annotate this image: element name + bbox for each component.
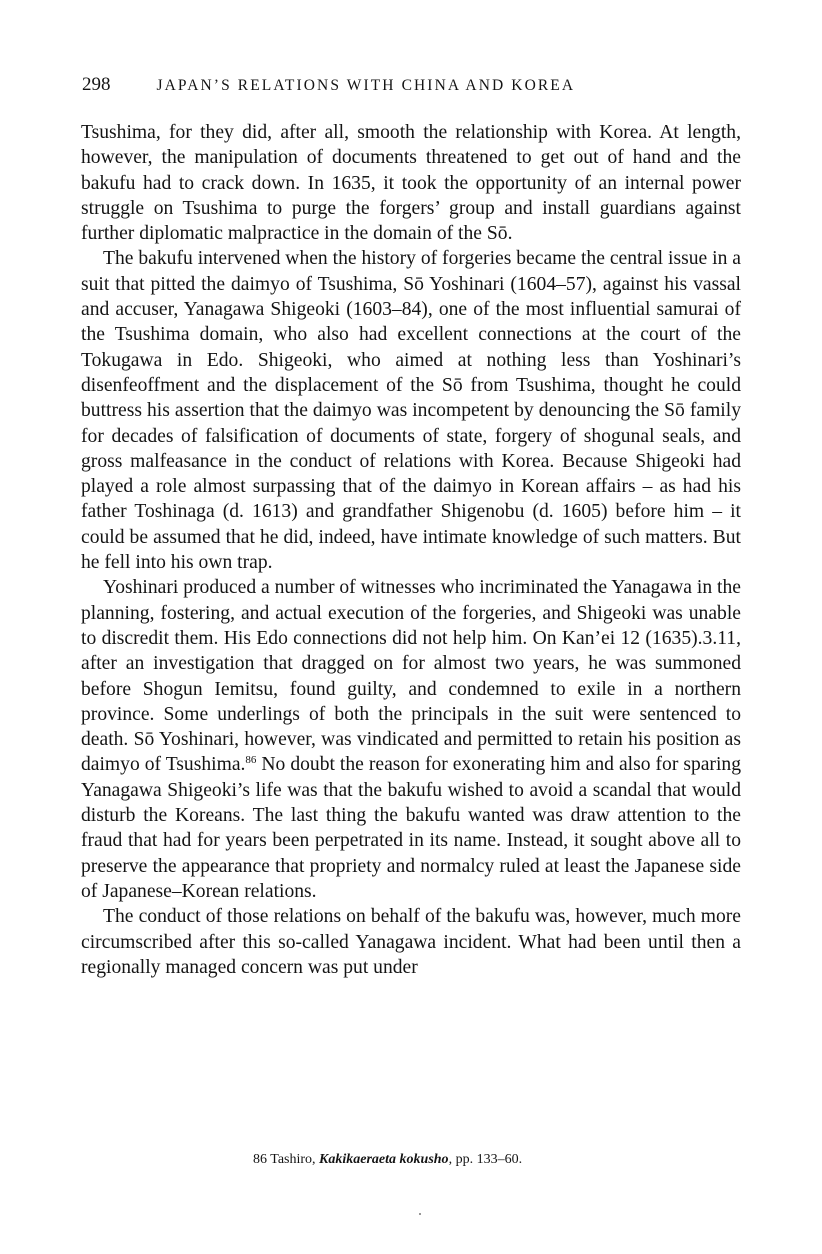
paragraph-3 <box>81 575 741 904</box>
paragraph-2: The bakufu intervened when the history of forgeries became the central issue in a suit that pitted the daimyo of Tsushima, Sō Yoshinari (1604–57), against his vassal and accuser, Yanagawa Shigeoki (1603–84), one of the most influential samurai of the Tsushima domain, who also had excellent connections at the court of the Tokugawa in Edo. Shigeoki, who aimed at nothing less than Yoshinari’s disenfeoffment and the displacement of the Sō from Tsushima, thought he could buttress his assertion that the daimyo was incompetent by denouncing the Sō family for decades of falsification of documents of state, forgery of shogunal seals, and gross malfeasance in the conduct of relations with Korea. Because Shigeoki had played a role almost surpassing that of the daimyo in Korean affairs – as had his father Toshinaga (d. 1613) and grandfather Shigenobu (d. 1605) before him – it could be assumed that he did, indeed, have intimate knowledge of such matters. But he fell into his own trap. <box>81 248 741 574</box>
footnote-reference: 86 <box>245 754 257 767</box>
footnote-number: 86 <box>253 1152 267 1167</box>
footnote-text-after: , pp. 133–60. <box>448 1152 523 1167</box>
paragraph-1: Tsushima, for they did, after all, smooth the relationship with Korea. At length, however, the manipulation of documents threatened to get out of hand and the bakufu had to crack down. In 1635, it took the opportunity of an internal power struggle on Tsushima to purge the forgers’ group and install guardians against further diplomatic malpractice in the domain of the Sō. <box>81 122 741 245</box>
footnote-title: Kakikaeraeta kokusho <box>319 1152 449 1167</box>
footnote-text-before: Tashiro, <box>270 1152 316 1167</box>
running-header <box>82 74 575 102</box>
paragraph-3-text-a: Yoshinari produced a number of witnesses who incriminated the Yanagawa in the planning, fostering, and actual execution of the forgeries, and Shigeoki was unable to discredit them. His Edo connections did not help him. On Kan’ei 12 (1635).3.11, after an investigation that dragged on for almost two years, he was summoned before Shogun Iemitsu, found guilty, and condemned to exile in a northern province. Some underlings of both the principals in the suit were sentenced to death. Sō Yoshinari, however, was vindicated and permitted to retain his position as daimyo of Tsushima. <box>81 577 741 776</box>
running-head-title: JAPAN’S RELATIONS WITH CHINA AND KOREA <box>156 77 576 94</box>
footnote <box>253 1152 522 1168</box>
body-text <box>81 120 741 980</box>
page-number: 298 <box>82 74 111 95</box>
paragraph-3-text-b: No doubt the reason for exonerating him and also for sparing Yanagawa Shigeoki’s life was that the bakufu wished to avoid a scandal that would disturb the Koreans. The last thing the bakufu wanted was draw attention to the fraud that had for years been perpetrated in its name. Instead, it sought above all to preserve the appearance that propriety and normalcy ruled at least the Japanese side of Japanese–Korean relations. <box>81 754 741 902</box>
paragraph-4: The conduct of those relations on behalf of the bakufu was, however, much more circumscribed after this so-called Yanagawa incident. What had been until then a regionally managed concern was put under <box>81 906 741 978</box>
scan-speck <box>419 1213 421 1215</box>
